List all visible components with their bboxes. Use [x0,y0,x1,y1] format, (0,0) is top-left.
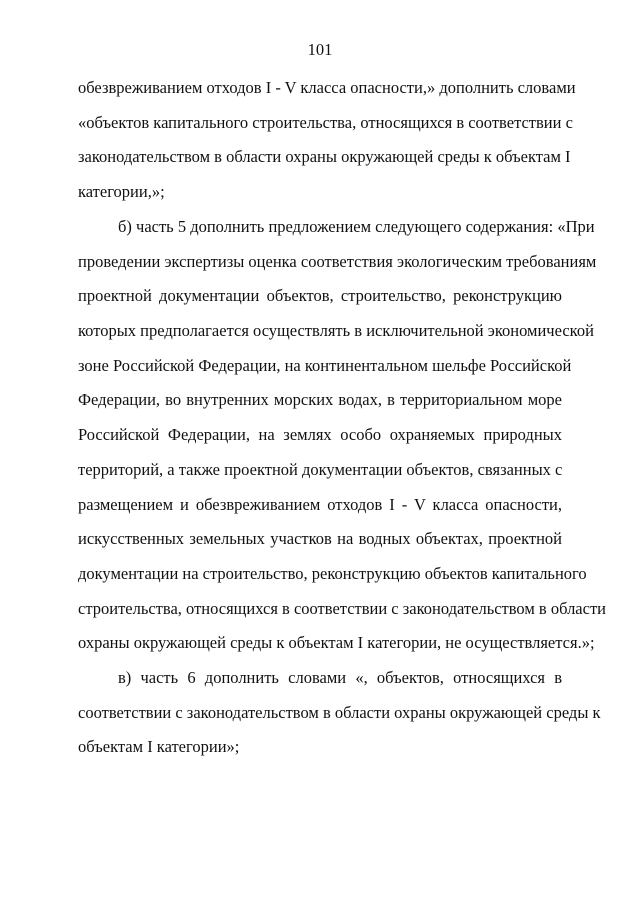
paragraph-a-continuation [78,71,576,210]
text-line: в) часть 6 дополнить словами «, объектов, относящихся в [118,668,562,687]
text-line: документации на строительство, реконструкцию объектов капитального [78,563,587,583]
text-line: «объектов капитального строительства, относящихся в соответствии с [78,112,573,132]
text-line: объектам I категории»; [78,737,240,757]
text-line: обезвреживанием отходов I - V класса опасности,» дополнить словами [78,78,576,97]
paragraph-b [78,210,606,661]
text-line: искусственных земельных участков на водных объектах, проектной [78,529,562,549]
text-line: которых предполагается осуществлять в исключительной экономической [78,321,594,341]
text-line: законодательством в области охраны окружающей среды к объектам I [78,147,571,167]
text-line: Федерации, во внутренних морских водах, в территориальном море [78,390,562,410]
text-line: Российской Федерации, на землях особо охраняемых природных [78,425,562,445]
text-line: б) часть 5 дополнить предложением следующего содержания: «При [118,217,595,236]
text-line: соответствии с законодательством в области охраны окружающей среды к [78,702,601,722]
text-line: зоне Российской Федерации, на континентальном шельфе Российской [78,355,572,375]
text-line: размещением и обезвреживанием отходов I - V класса опасности, [78,494,562,514]
text-line: категории,»; [78,182,165,202]
text-line: строительства, относящихся в соответствии с законодательством в области [78,598,606,618]
text-line: территорий, а также проектной документации объектов, связанных с [78,459,563,479]
page-number: 101 [307,40,333,59]
text-line: проведении экспертизы оценка соответствия экологическим требованиям [78,251,597,271]
text-line: проектной документации объектов, строительство, реконструкцию [78,286,562,306]
text-line: охраны окружающей среды к объектам I категории, не осуществляется.»; [78,633,595,653]
paragraph-c [78,661,601,765]
